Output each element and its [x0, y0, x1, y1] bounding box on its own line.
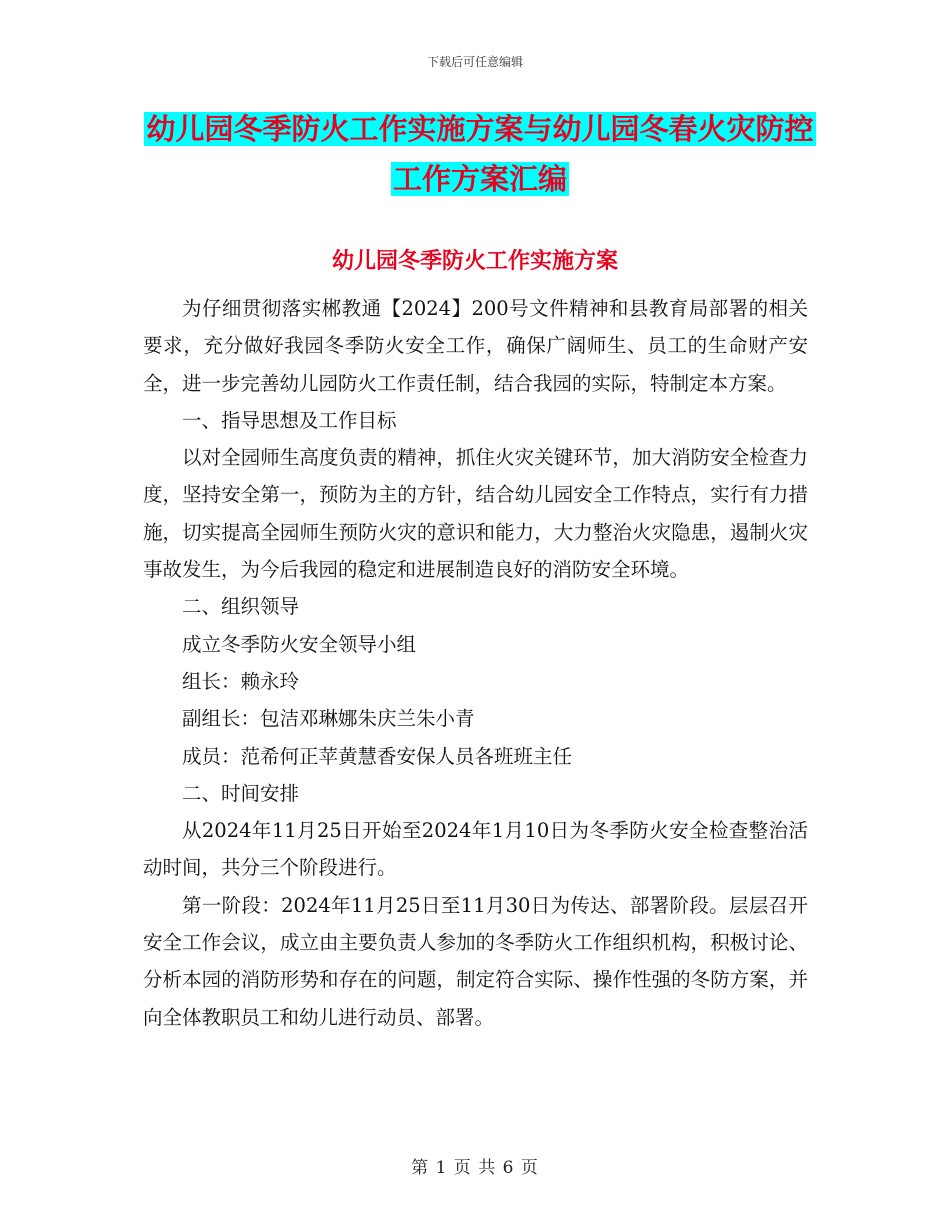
document-body — [143, 290, 808, 1036]
page-header-note: 下载后可任意编辑 — [426, 55, 523, 69]
section-title: 幼儿园冬季防火工作实施方案 — [331, 249, 618, 274]
paragraph-phase-one: 第一阶段：2024年11月25日至11月30日为传达、部署阶段。层层召开安全工作会议，成立由主要负责人参加的冬季防火工作组织机构，积极讨论、分析本园的消防形势和存在的问题，制定符合实际、操作性强的冬防方案，并向全体教职员工和幼儿进行动员、部署。 — [143, 893, 808, 1029]
heading-schedule: 二、时间安排 — [182, 781, 300, 805]
paragraph-schedule: 从2024年11月25日开始至2024年1月10日为冬季防火安全检查整治活动时间，共分三个阶段进行。 — [143, 819, 808, 880]
document-title — [140, 104, 820, 204]
paragraph-guiding-ideas: 以对全园师生高度负责的精神，抓住火灾关键环节，加大消防安全检查力度，坚持安全第一，预防为主的方针，结合幼儿园安全工作特点，实行有力措施，切实提高全园师生预防火灾的意识和能力，大力整治火灾隐患，遏制火灾事故发生，为今后我园的稳定和进展制造良好的消防安全环境。 — [143, 446, 808, 582]
paragraph-group-leader: 组长：赖永玲 — [182, 669, 300, 693]
heading-organization: 二、组织领导 — [182, 595, 300, 619]
paragraph-leadership-group: 成立冬季防火安全领导小组 — [182, 632, 417, 656]
paragraph-members: 成员：范希何正苹黄慧香安保人员各班班主任 — [182, 744, 573, 768]
document-title-text: 幼儿园冬季防火工作实施方案与幼儿园冬春火灾防控工作方案汇编 — [146, 112, 814, 196]
heading-guiding-ideas: 一、指导思想及工作目标 — [182, 408, 397, 432]
paragraph-deputy-leaders: 副组长：包洁邓琳娜朱庆兰朱小青 — [182, 707, 475, 731]
paragraph-intro: 为仔细贯彻落实郴教通【2024】200号文件精神和县教育局部署的相关要求，充分做好我园冬季防火安全工作，确保广阔师生、员工的生命财产安全，进一步完善幼儿园防火工作责任制，结合我园的实际，特制定本方案。 — [143, 297, 808, 395]
page-number-footer: 第 1 页 共 6 页 — [411, 1158, 539, 1178]
